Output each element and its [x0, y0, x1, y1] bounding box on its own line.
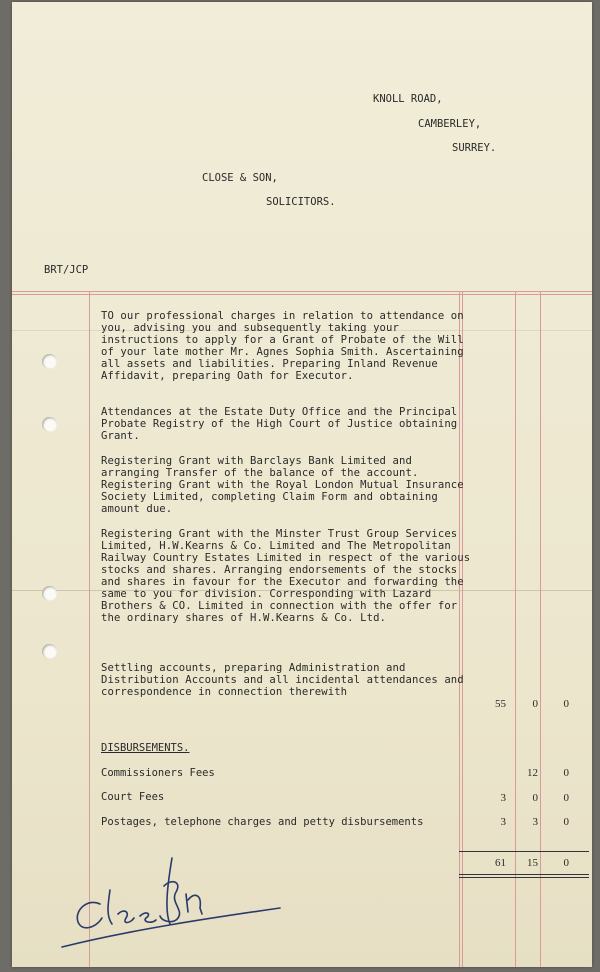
punch-hole	[42, 644, 57, 659]
disbursement-label-1: Commissioners Fees	[101, 767, 215, 779]
disbursement-pence-3: 0	[563, 816, 569, 828]
pounds-column-rule-double	[462, 292, 463, 967]
charges-paragraph-1: TO our professional charges in relation to attendance on you, advising you and subsequently taking your instructions to apply for a Grant of Probate of the Will of your late mother Mr. Agnes Sophia Smith. Ascertaining all assets and liabilities. Preparing Inland Revenue Affidavit, preparing Oath for Executor.	[101, 310, 464, 382]
disbursement-label-3: Postages, telephone charges and petty disbursements	[101, 816, 424, 828]
charge-pounds: 55	[495, 698, 506, 710]
pence-column-rule	[540, 292, 541, 967]
firm-name: CLOSE & SON,	[202, 172, 278, 184]
reference-code: BRT/JCP	[44, 264, 89, 276]
disbursement-pounds-3: 3	[500, 816, 506, 828]
disbursements-heading: DISBURSEMENTS.	[101, 742, 190, 754]
disbursement-pence-2: 0	[563, 792, 569, 804]
charge-shillings: 0	[532, 698, 538, 710]
punch-hole	[42, 354, 57, 369]
disbursement-shillings-2: 0	[532, 792, 538, 804]
firm-title: SOLICITORS.	[266, 196, 336, 208]
charges-paragraph-2: Attendances at the Estate Duty Office and the Principal Probate Registry of the High Court of Justice obtaining Grant.	[101, 406, 458, 442]
punch-hole	[42, 417, 57, 432]
charges-paragraph-4: Registering Grant with the Minster Trust Group Services Limited, H.W.Kearns & Co. Limited and The Metropolitan Railway Country Estates Limited in respect of the various stocks and shares. Arranging endorsements of the stocks and shares in favour for the Executor and forwarding the same to you for division. Corresponding with Lazard Brothers & CO. Limited in connection with the offer for the ordinary shares of H.W.Kearns & Co. Ltd.	[101, 528, 471, 624]
punch-hole	[42, 586, 57, 601]
total-rule-bottom-double	[459, 877, 589, 878]
pounds-column-rule	[459, 292, 460, 967]
total-rule-top	[459, 851, 589, 852]
disbursement-pence-1: 0	[563, 767, 569, 779]
charges-paragraph-3: Registering Grant with Barclays Bank Limited and arranging Transfer of the balance of the account. Registering Grant with the Royal London Mutual Insurance Society Limited, completing Claim Form and obtaining amount due.	[101, 455, 464, 515]
address-line-2: CAMBERLEY,	[418, 118, 482, 130]
shillings-column-rule	[515, 292, 516, 967]
total-shillings: 15	[527, 857, 538, 869]
disbursement-pounds-2: 3	[500, 792, 506, 804]
total-rule-bottom	[459, 874, 589, 875]
address-line-1: KNOLL ROAD,	[373, 93, 443, 105]
disbursement-shillings-3: 3	[532, 816, 538, 828]
disbursement-shillings-1: 12	[527, 767, 538, 779]
disbursement-label-2: Court Fees	[101, 791, 165, 803]
top-rule-double	[12, 294, 592, 295]
charge-pence: 0	[563, 698, 569, 710]
address-line-3: SURREY.	[452, 142, 497, 154]
total-pence: 0	[563, 857, 569, 869]
charges-paragraph-5: Settling accounts, preparing Administration and Distribution Accounts and all incidental attendances and correspondence in connection therewith	[101, 662, 464, 698]
total-pounds: 61	[495, 857, 506, 869]
top-rule	[12, 291, 592, 292]
handwritten-signature	[60, 852, 290, 952]
